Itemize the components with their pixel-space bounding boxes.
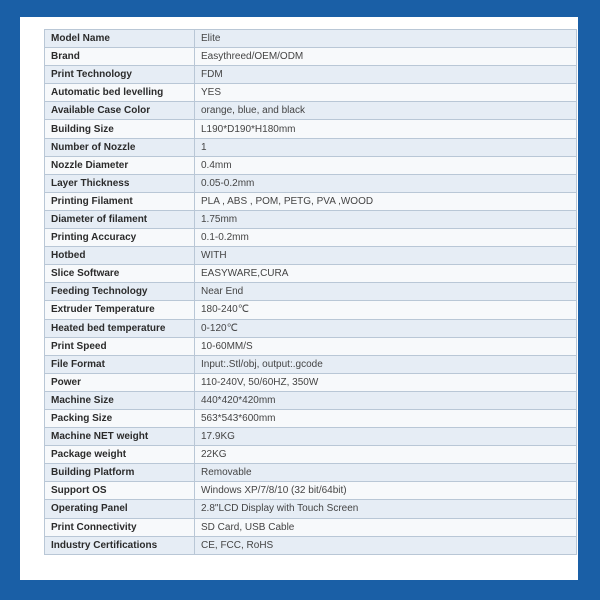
spec-value: FDM	[195, 66, 577, 84]
spec-row	[45, 446, 577, 464]
spec-row	[45, 156, 577, 174]
spec-row	[45, 500, 577, 518]
spec-row	[45, 337, 577, 355]
spec-row	[45, 464, 577, 482]
spec-value: EASYWARE,CURA	[195, 265, 577, 283]
spec-row	[45, 283, 577, 301]
spec-value: orange, blue, and black	[195, 102, 577, 120]
spec-value: 0.4mm	[195, 156, 577, 174]
spec-row	[45, 518, 577, 536]
spec-value: 22KG	[195, 446, 577, 464]
spec-label: Machine Size	[45, 391, 195, 409]
spec-row	[45, 102, 577, 120]
spec-row	[45, 409, 577, 427]
spec-row	[45, 265, 577, 283]
spec-value: Elite	[195, 30, 577, 48]
spec-value: YES	[195, 84, 577, 102]
spec-value: 180-240℃	[195, 301, 577, 319]
spec-row	[45, 138, 577, 156]
spec-label: Printing Accuracy	[45, 229, 195, 247]
spec-label: Printing Filament	[45, 192, 195, 210]
spec-label: Package weight	[45, 446, 195, 464]
spec-label: Industry Certifications	[45, 536, 195, 554]
spec-value: Removable	[195, 464, 577, 482]
spec-label: Nozzle Diameter	[45, 156, 195, 174]
spec-label: Hotbed	[45, 247, 195, 265]
spec-label: Building Size	[45, 120, 195, 138]
spec-label: Layer Thickness	[45, 174, 195, 192]
spec-value: 110-240V, 50/60HZ, 350W	[195, 373, 577, 391]
spec-value: SD Card, USB Cable	[195, 518, 577, 536]
spec-label: Brand	[45, 48, 195, 66]
spec-value: Windows XP/7/8/10 (32 bit/64bit)	[195, 482, 577, 500]
spec-label: Print Technology	[45, 66, 195, 84]
spec-value: Near End	[195, 283, 577, 301]
spec-row	[45, 229, 577, 247]
spec-row	[45, 66, 577, 84]
spec-value: 1.75mm	[195, 210, 577, 228]
spec-label: Slice Software	[45, 265, 195, 283]
spec-label: Machine NET weight	[45, 428, 195, 446]
spec-row	[45, 536, 577, 554]
spec-value: 440*420*420mm	[195, 391, 577, 409]
spec-row	[45, 391, 577, 409]
spec-row	[45, 247, 577, 265]
spec-label: Support OS	[45, 482, 195, 500]
spec-label: Model Name	[45, 30, 195, 48]
spec-row	[45, 355, 577, 373]
spec-label: Print Speed	[45, 337, 195, 355]
spec-label: Power	[45, 373, 195, 391]
spec-label: Diameter of filament	[45, 210, 195, 228]
spec-label: Number of Nozzle	[45, 138, 195, 156]
spec-value: Easythreed/OEM/ODM	[195, 48, 577, 66]
spec-row	[45, 428, 577, 446]
spec-value: 0.05-0.2mm	[195, 174, 577, 192]
spec-label: Packing Size	[45, 409, 195, 427]
spec-table	[44, 29, 577, 555]
spec-label: Extruder Temperature	[45, 301, 195, 319]
spec-value: 0.1-0.2mm	[195, 229, 577, 247]
spec-label: Automatic bed levelling	[45, 84, 195, 102]
spec-value: 17.9KG	[195, 428, 577, 446]
spec-card	[20, 17, 578, 580]
spec-value: CE, FCC, RoHS	[195, 536, 577, 554]
spec-row	[45, 120, 577, 138]
spec-value: 1	[195, 138, 577, 156]
spec-label: Available Case Color	[45, 102, 195, 120]
spec-row	[45, 482, 577, 500]
spec-value: PLA , ABS , POM, PETG, PVA ,WOOD	[195, 192, 577, 210]
spec-value: WITH	[195, 247, 577, 265]
spec-row	[45, 301, 577, 319]
spec-value: Input:.Stl/obj, output:.gcode	[195, 355, 577, 373]
spec-value: 563*543*600mm	[195, 409, 577, 427]
spec-label: Print Connectivity	[45, 518, 195, 536]
spec-row	[45, 373, 577, 391]
spec-row	[45, 192, 577, 210]
spec-label: Building Platform	[45, 464, 195, 482]
spec-value: 0-120℃	[195, 319, 577, 337]
spec-value: L190*D190*H180mm	[195, 120, 577, 138]
spec-label: Feeding Technology	[45, 283, 195, 301]
spec-row	[45, 210, 577, 228]
spec-label: Heated bed temperature	[45, 319, 195, 337]
spec-row	[45, 30, 577, 48]
spec-row	[45, 174, 577, 192]
spec-value: 2.8"LCD Display with Touch Screen	[195, 500, 577, 518]
spec-value: 10-60MM/S	[195, 337, 577, 355]
spec-label: File Format	[45, 355, 195, 373]
spec-label: Operating Panel	[45, 500, 195, 518]
spec-row	[45, 319, 577, 337]
spec-row	[45, 84, 577, 102]
spec-row	[45, 48, 577, 66]
